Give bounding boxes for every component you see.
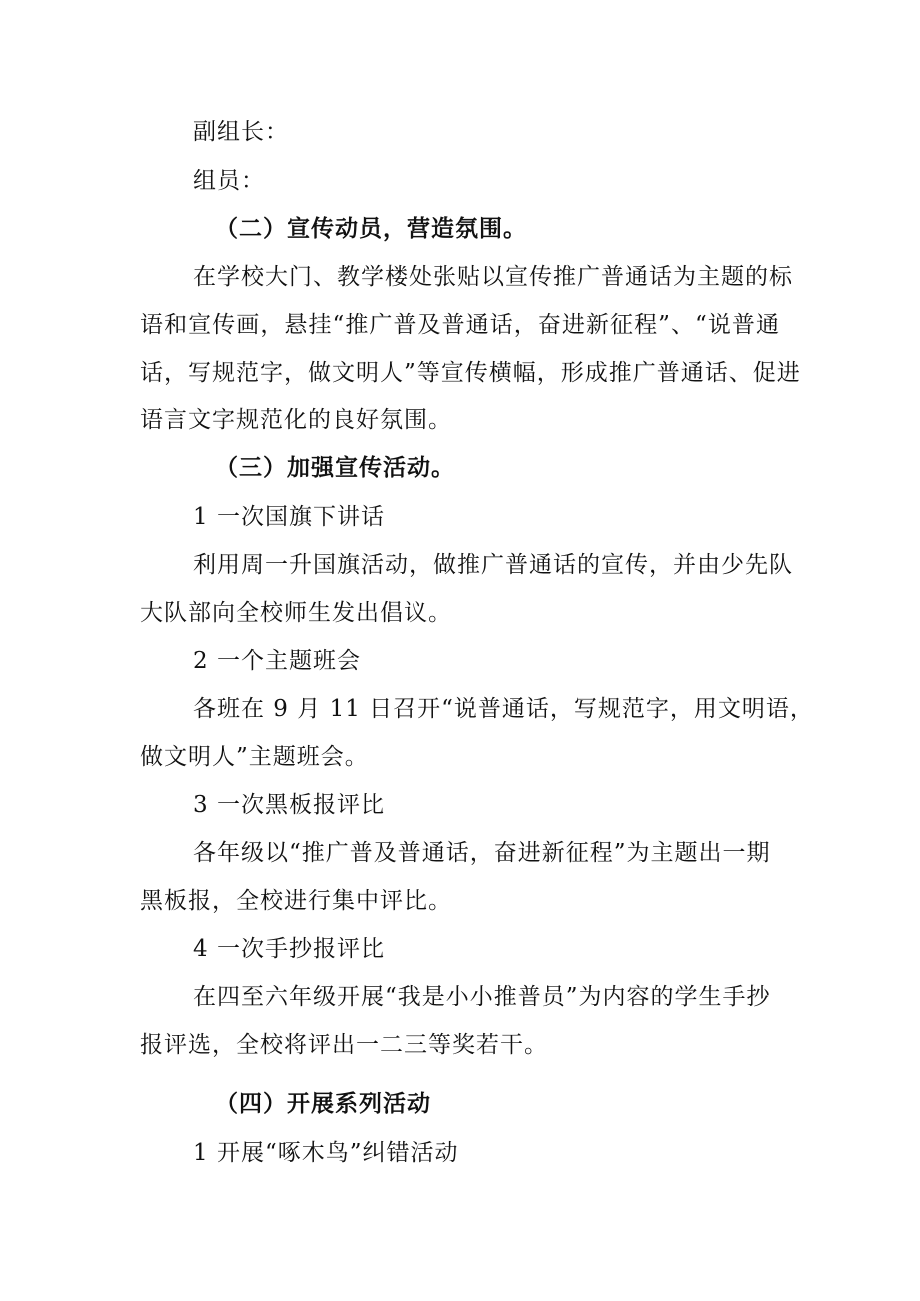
section-3-item-2-line-1: 各班在 9 月 11 日召开“说普通话，写规范字，用文明语， (193, 696, 814, 722)
section-4-heading: （四）开展系列活动 (215, 1091, 431, 1117)
section-3-item-1-line-2: 大队部向全校师生发出倡议。 (140, 600, 452, 626)
section-3-item-4-title: 4 一次手抄报评比 (193, 936, 385, 962)
section-2-paragraph-line-1: 在学校大门、教学楼处张贴以宣传推广普通话为主题的标 (193, 264, 793, 290)
section-3-item-4-line-2: 报评选，全校将评出一二三等奖若干。 (140, 1032, 548, 1058)
section-3-heading: （三）加强宣传活动。 (215, 455, 455, 481)
section-3-item-3-line-2: 黑板报，全校进行集中评比。 (140, 888, 452, 914)
section-3-item-2-title: 2 一个主题班会 (193, 648, 361, 674)
vice-leader-label: 副组长： (193, 119, 289, 145)
section-2-heading: （二）宣传动员，营造氛围。 (215, 216, 527, 242)
section-3-item-1-title: 1 一次国旗下讲话 (193, 504, 385, 530)
section-2-paragraph-line-4: 语言文字规范化的良好氛围。 (140, 407, 452, 433)
section-3-item-1-line-1: 利用周一升国旗活动，做推广普通话的宣传，并由少先队 (193, 552, 793, 578)
section-3-item-3-line-1: 各年级以“推广普及普通话，奋进新征程”为主题出一期 (193, 840, 771, 866)
section-2-paragraph-line-2: 语和宣传画，悬挂“推广普及普通话，奋进新征程”、“说普通 (140, 312, 780, 338)
section-3-item-4-line-1: 在四至六年级开展“我是小小推普员”为内容的学生手抄 (193, 984, 771, 1010)
section-4-item-1-title: 1 开展“啄木鸟”纠错活动 (193, 1140, 459, 1166)
section-3-item-2-line-2: 做文明人”主题班会。 (140, 744, 369, 770)
section-2-paragraph-line-3: 话，写规范字，做文明人”等宣传横幅，形成推广普通话、促进 (140, 360, 801, 386)
section-3-item-3-title: 3 一次黑板报评比 (193, 792, 385, 818)
members-label: 组员： (193, 168, 265, 194)
